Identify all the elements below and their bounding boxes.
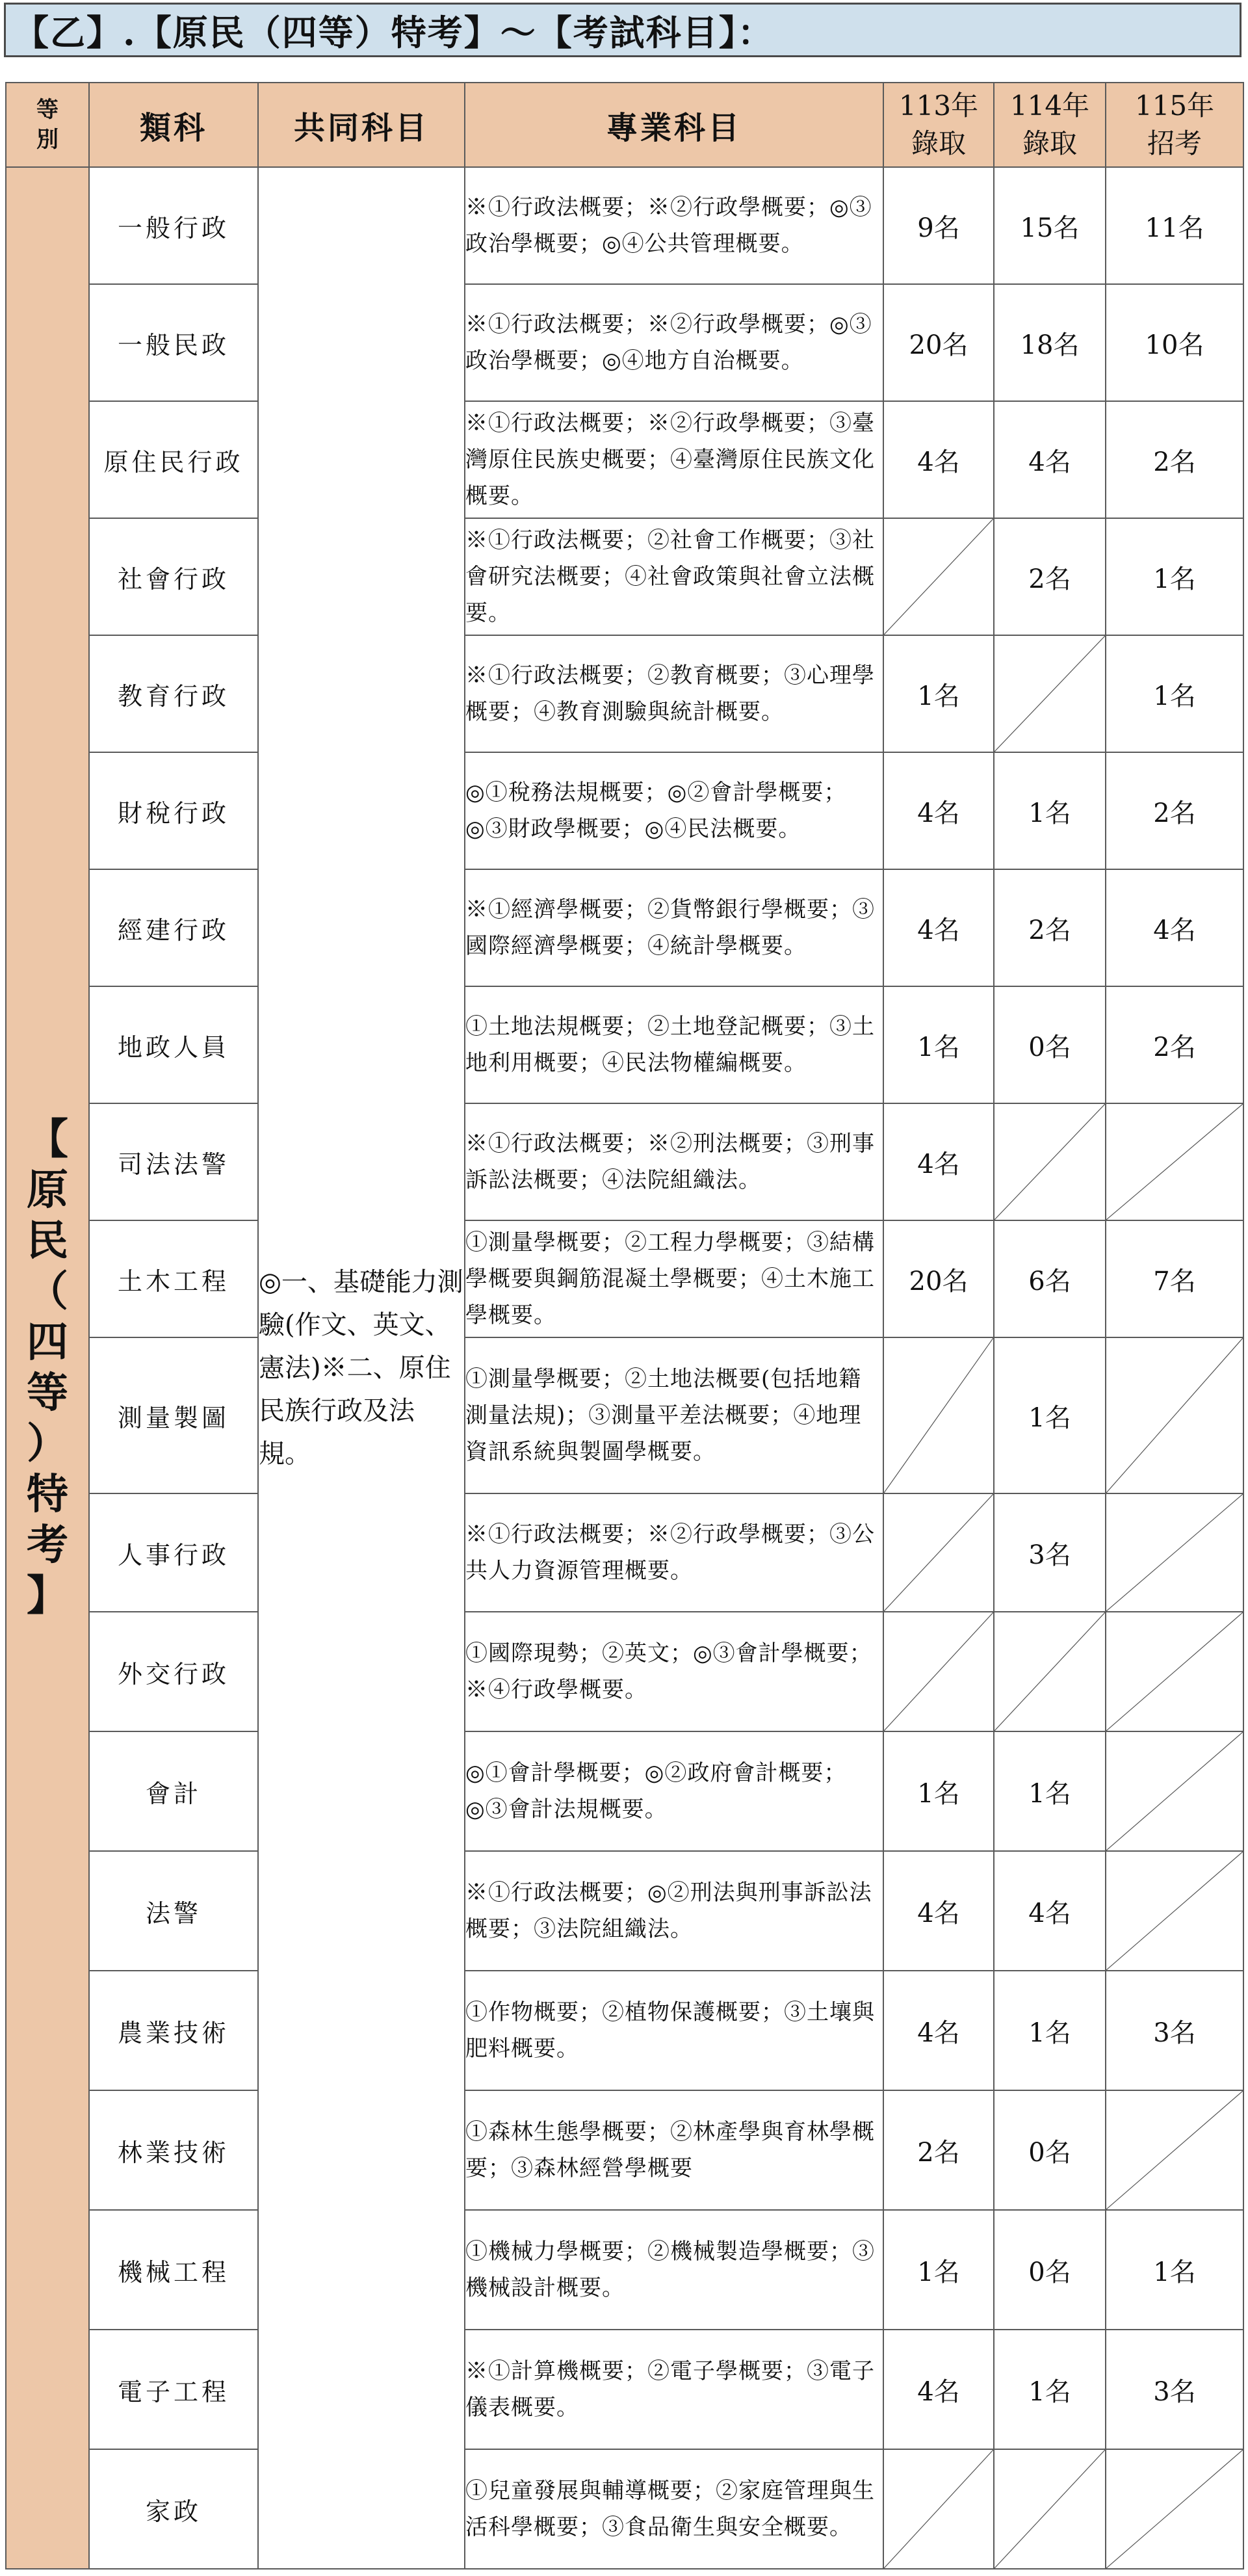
count-114-cell: 1名 (994, 1731, 1106, 1851)
header-115: 115年 招考 (1106, 83, 1243, 167)
table-row (6, 2449, 1243, 2569)
count-113-cell-empty (883, 1337, 994, 1493)
professional-subjects-cell: ①兒童發展與輔導概要；②家庭管理與生活科學概要；③食品衛生與安全概要。 (465, 2449, 883, 2569)
count-115-cell-empty (1106, 1731, 1243, 1851)
professional-subjects-cell: ①測量學概要；②土地法概要(包括地籍測量法規)；③測量平差法概要；④地理資訊系統與製圖學概要。 (465, 1337, 883, 1493)
header-category: 類科 (89, 83, 258, 167)
count-115-cell-empty (1106, 2449, 1243, 2569)
count-115-cell: 11名 (1106, 167, 1243, 284)
count-114-cell: 3名 (994, 1493, 1106, 1612)
table-row (6, 1337, 1243, 1493)
professional-subjects-cell: ※①計算機概要；②電子學概要；③電子儀表概要。 (465, 2330, 883, 2449)
count-114-cell: 1名 (994, 1337, 1106, 1493)
diagonal-slash-mark (994, 636, 1105, 752)
professional-subjects-cell: ①國際現勢；②英文；◎③會計學概要；※④行政學概要。 (465, 1612, 883, 1731)
table-row (6, 1493, 1243, 1612)
page-title: 【乙】.【原民（四等）特考】～【考試科目】： (4, 3, 1242, 57)
header-114: 114年 錄取 (994, 83, 1106, 167)
category-cell: 法警 (89, 1851, 258, 1971)
count-113-cell: 1名 (883, 1731, 994, 1851)
table-row (6, 1612, 1243, 1731)
count-115-cell-empty (1106, 1337, 1243, 1493)
table-row (6, 752, 1243, 869)
count-114-cell: 1名 (994, 2330, 1106, 2449)
category-cell: 機械工程 (89, 2210, 258, 2330)
diagonal-slash-mark (884, 1612, 993, 1731)
professional-subjects-cell: ※①行政法概要；※②行政學概要；◎③政治學概要；◎④地方自治概要。 (465, 284, 883, 401)
professional-subjects-cell: ※①行政法概要；※②行政學概要；③公共人力資源管理概要。 (465, 1493, 883, 1612)
count-114-cell: 6名 (994, 1220, 1106, 1337)
count-115-cell: 2名 (1106, 986, 1243, 1103)
category-cell: 司法法警 (89, 1103, 258, 1220)
table-row (6, 2330, 1243, 2449)
count-114-cell: 0名 (994, 986, 1106, 1103)
diagonal-slash-mark (1106, 1852, 1243, 1970)
table-header-row (6, 83, 1243, 167)
category-cell: 財稅行政 (89, 752, 258, 869)
header-professional: 專業科目 (465, 83, 883, 167)
table-row (6, 167, 1243, 284)
count-115-cell: 2名 (1106, 752, 1243, 869)
count-115-cell-empty (1106, 2090, 1243, 2210)
diagonal-slash-mark (994, 1612, 1105, 1731)
count-114-cell: 2名 (994, 869, 1106, 986)
count-115-cell-empty (1106, 1493, 1243, 1612)
table-row (6, 986, 1243, 1103)
diagonal-slash-mark (1106, 2091, 1243, 2209)
header-113: 113年 錄取 (883, 83, 994, 167)
count-115-cell: 1名 (1106, 635, 1243, 752)
table-row (6, 518, 1243, 635)
category-cell: 原住民行政 (89, 401, 258, 518)
diagonal-slash-mark (994, 2450, 1105, 2568)
header-common: 共同科目 (258, 83, 465, 167)
count-114-cell-empty (994, 635, 1106, 752)
category-cell: 會計 (89, 1731, 258, 1851)
category-cell: 外交行政 (89, 1612, 258, 1731)
count-115-cell: 3名 (1106, 1971, 1243, 2090)
count-113-cell: 4名 (883, 1971, 994, 2090)
table-row (6, 1731, 1243, 1851)
professional-subjects-cell: ※①行政法概要；◎②刑法與刑事訴訟法概要；③法院組織法。 (465, 1851, 883, 1971)
diagonal-slash-mark (1106, 1494, 1243, 1611)
count-115-cell: 10名 (1106, 284, 1243, 401)
diagonal-slash-mark (1106, 1104, 1243, 1220)
category-cell: 一般行政 (89, 167, 258, 284)
diagonal-slash-mark (994, 1104, 1105, 1220)
professional-subjects-cell: ※①行政法概要；②社會工作概要；③社會研究法概要；④社會政策與社會立法概要。 (465, 518, 883, 635)
count-113-cell: 4名 (883, 869, 994, 986)
count-114-cell: 2名 (994, 518, 1106, 635)
count-113-cell: 4名 (883, 401, 994, 518)
category-cell: 經建行政 (89, 869, 258, 986)
count-114-cell-empty (994, 1612, 1106, 1731)
count-114-cell: 4名 (994, 401, 1106, 518)
count-113-cell: 4名 (883, 1103, 994, 1220)
count-114-cell: 1名 (994, 1971, 1106, 2090)
diagonal-slash-mark (884, 1494, 993, 1611)
count-113-cell: 2名 (883, 2090, 994, 2210)
table-row (6, 401, 1243, 518)
count-114-cell: 18名 (994, 284, 1106, 401)
category-cell: 電子工程 (89, 2330, 258, 2449)
professional-subjects-cell: ◎①稅務法規概要；◎②會計學概要；◎③財政學概要；◎④民法概要。 (465, 752, 883, 869)
count-113-cell: 20名 (883, 1220, 994, 1337)
count-114-cell-empty (994, 1103, 1106, 1220)
count-115-cell: 1名 (1106, 2210, 1243, 2330)
count-113-cell: 1名 (883, 2210, 994, 2330)
count-114-cell: 4名 (994, 1851, 1106, 1971)
professional-subjects-cell: ※①行政法概要；※②刑法概要；③刑事訴訟法概要；④法院組織法。 (465, 1103, 883, 1220)
count-115-cell: 2名 (1106, 401, 1243, 518)
count-115-cell-empty (1106, 1612, 1243, 1731)
count-113-cell: 4名 (883, 752, 994, 869)
count-114-cell: 0名 (994, 2090, 1106, 2210)
table-row (6, 1103, 1243, 1220)
count-113-cell: 1名 (883, 635, 994, 752)
professional-subjects-cell: ※①行政法概要；②教育概要；③心理學概要；④教育測驗與統計概要。 (465, 635, 883, 752)
diagonal-slash-mark (1106, 1732, 1243, 1850)
category-cell: 土木工程 (89, 1220, 258, 1337)
table-row (6, 2090, 1243, 2210)
professional-subjects-cell: ※①行政法概要；※②行政學概要；◎③政治學概要；◎④公共管理概要。 (465, 167, 883, 284)
professional-subjects-cell: ※①經濟學概要；②貨幣銀行學概要；③國際經濟學概要；④統計學概要。 (465, 869, 883, 986)
category-cell: 一般民政 (89, 284, 258, 401)
diagonal-slash-mark (1106, 1612, 1243, 1731)
count-113-cell: 9名 (883, 167, 994, 284)
count-115-cell-empty (1106, 1851, 1243, 1971)
professional-subjects-cell: ①機械力學概要；②機械製造學概要；③機械設計概要。 (465, 2210, 883, 2330)
count-114-cell-empty (994, 2449, 1106, 2569)
diagonal-slash-mark (884, 2450, 993, 2568)
exam-subjects-table (5, 82, 1244, 2569)
count-113-cell-empty (883, 2449, 994, 2569)
professional-subjects-cell: ①作物概要；②植物保護概要；③土壤與肥料概要。 (465, 1971, 883, 2090)
count-113-cell-empty (883, 518, 994, 635)
table-row (6, 2210, 1243, 2330)
count-113-cell: 4名 (883, 1851, 994, 1971)
professional-subjects-cell: ①森林生態學概要；②林產學與育林學概要；③森林經營學概要 (465, 2090, 883, 2210)
grade-label-cell: 【 原 民 （ 四 等 ） 特 考 】 (6, 167, 89, 2569)
professional-subjects-cell: ※①行政法概要；※②行政學概要；③臺灣原住民族史概要；④臺灣原住民族文化概要。 (465, 401, 883, 518)
category-cell: 人事行政 (89, 1493, 258, 1612)
count-115-cell: 4名 (1106, 869, 1243, 986)
diagonal-slash-mark (1106, 2450, 1243, 2568)
count-113-cell: 20名 (883, 284, 994, 401)
common-subjects-cell: ◎一、基礎能力測驗(作文、英文、憲法)※二、原住民族行政及法規。 (258, 167, 465, 2569)
professional-subjects-cell: ◎①會計學概要；◎②政府會計概要；◎③會計法規概要。 (465, 1731, 883, 1851)
table-row (6, 1220, 1243, 1337)
category-cell: 教育行政 (89, 635, 258, 752)
category-cell: 林業技術 (89, 2090, 258, 2210)
count-113-cell: 4名 (883, 2330, 994, 2449)
professional-subjects-cell: ①測量學概要；②工程力學概要；③結構學概要與鋼筋混凝土學概要；④土木施工學概要。 (465, 1220, 883, 1337)
table-row (6, 1851, 1243, 1971)
category-cell: 社會行政 (89, 518, 258, 635)
category-cell: 農業技術 (89, 1971, 258, 2090)
count-114-cell: 1名 (994, 752, 1106, 869)
category-cell: 地政人員 (89, 986, 258, 1103)
diagonal-slash-mark (884, 519, 993, 635)
count-115-cell: 3名 (1106, 2330, 1243, 2449)
count-113-cell-empty (883, 1493, 994, 1612)
table-row (6, 1971, 1243, 2090)
count-114-cell: 15名 (994, 167, 1106, 284)
category-cell: 家政 (89, 2449, 258, 2569)
count-114-cell: 0名 (994, 2210, 1106, 2330)
table-row (6, 635, 1243, 752)
count-115-cell-empty (1106, 1103, 1243, 1220)
category-cell: 測量製圖 (89, 1337, 258, 1493)
table-row (6, 284, 1243, 401)
count-113-cell: 1名 (883, 986, 994, 1103)
header-grade: 等 別 (6, 83, 89, 167)
diagonal-slash-mark (1106, 1338, 1243, 1493)
count-115-cell: 7名 (1106, 1220, 1243, 1337)
count-115-cell: 1名 (1106, 518, 1243, 635)
diagonal-slash-mark (884, 1338, 993, 1493)
table-row (6, 869, 1243, 986)
count-113-cell-empty (883, 1612, 994, 1731)
professional-subjects-cell: ①土地法規概要；②土地登記概要；③土地利用概要；④民法物權編概要。 (465, 986, 883, 1103)
